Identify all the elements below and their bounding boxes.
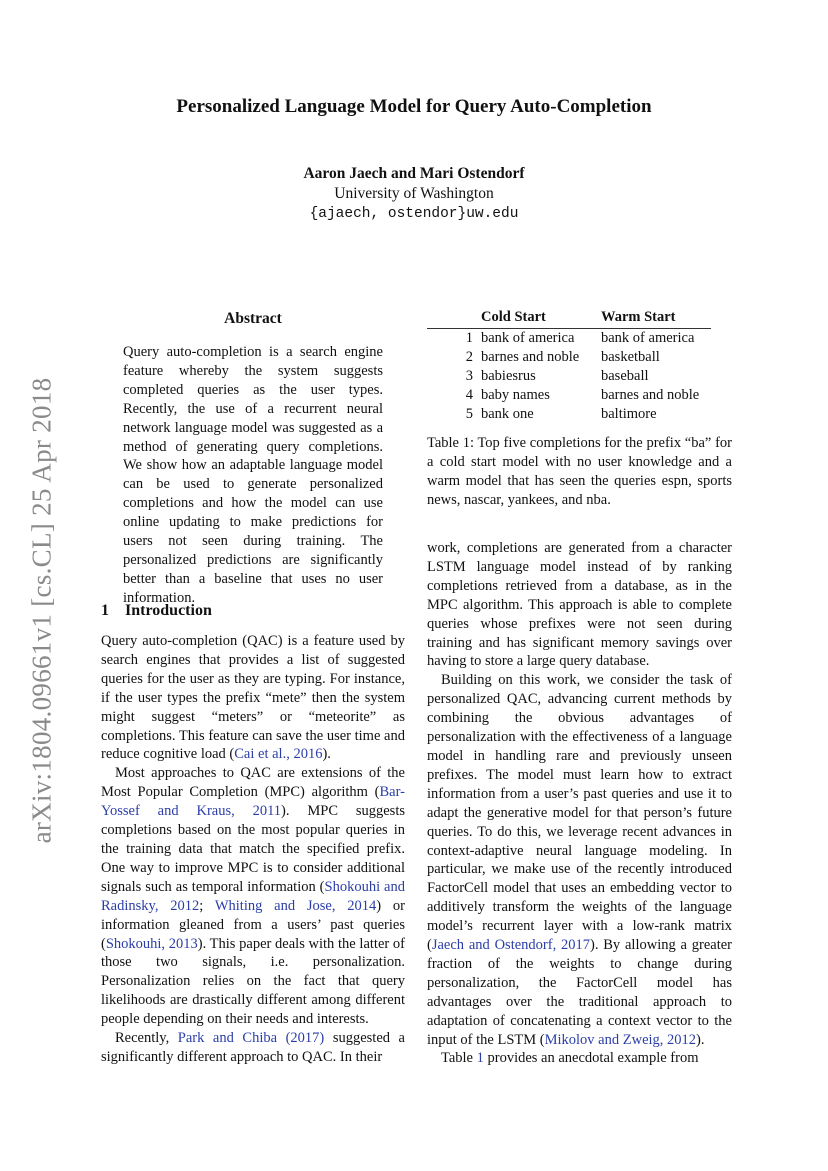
citation-link[interactable]: Park and Chiba (2017) (177, 1030, 325, 1047)
table-header-cell (427, 308, 481, 328)
arxiv-identifier-text: arXiv:1804.09661v1 [cs.CL] 25 Apr 2018 (26, 377, 57, 843)
text-run: ). By allowing a greater fraction of the weights to change during personalization, the FactorCell model has advantages over the traditional approach to adaptation of concatenating a context vector to the input of the LSTM ( (427, 937, 733, 1048)
introduction-text (101, 632, 405, 1067)
table-reference-link[interactable]: 1 (476, 1050, 484, 1067)
citation-link[interactable]: Mikolov and Zweig, 2012 (544, 1031, 697, 1048)
cold-start-cell: bank one (481, 405, 534, 422)
text-run: ) or information gleaned from a users’ past queries ( (101, 897, 405, 952)
arxiv-identifier-stamp (18, 365, 66, 855)
warm-start-cell: baseball (601, 367, 649, 384)
warm-start-cell: barnes and noble (601, 386, 700, 403)
intro-paragraph-2 (101, 764, 405, 1029)
text-run: Table (441, 1050, 477, 1067)
table-caption: Table 1: Top five completions for the prefix “ba” for a cold start model with no user knowledge and a warm model that has seen the queries espn, sports news, nascar, yankees, and nba. (427, 435, 732, 508)
table-header-cell: Warm Start (601, 308, 711, 328)
text-run: Building on this work, we consider the task of personalized QAC, advancing current methods by combining the obvious advantages of personalization with the effectiveness of a language model in handling rare and previously unseen prefixes. The model must learn how to extract information from a user’s past queries and use it to adapt the generative model for that person’s future queries. To do this, we leverage recent advances in context-adaptive neural language modeling. In particular, we make use of the recently introduced FactorCell model that uses an embedding vector to additively transform the weights of the language model’s recurrent layer with a low-rank matrix ( (427, 672, 732, 954)
text-run: ). This paper deals with the latter of those two signals, i.e. personalization. Personalization relies on the fact that query likelihoods are drastically different among different people depending on their needs and interests. (101, 935, 405, 1028)
text-run: suggested a significantly different approach to QAC. In their (101, 1030, 405, 1065)
text-run: ). (696, 1031, 705, 1048)
text-run: Most approaches to QAC are extensions of the Most Popular Completion (MPC) algorithm ( (101, 765, 405, 801)
author-email: {ajaech, ostendor}uw.edu (309, 206, 519, 222)
table-row (427, 348, 711, 367)
citation-link[interactable]: Jaech and Ostendorf, 2017 (431, 937, 590, 954)
citation-link[interactable]: Bar-Yossef and Kraus, 2011 (101, 784, 405, 820)
table-row (427, 367, 711, 386)
citation-link[interactable]: Shokouhi, 2013 (105, 935, 198, 952)
completions-table (427, 308, 711, 423)
author-block (0, 164, 828, 224)
cold-start-cell: barnes and noble (481, 348, 580, 365)
text-run: Recently, (115, 1030, 178, 1047)
author-affiliation: University of Washington (334, 185, 494, 202)
right-paragraph-1: work, completions are generated from a character LSTM language model instead of by ranking completions retrieved from a database, as in the MPC algorithm. This approach is able to complete queries whose prefixes were not seen during training and has significant memory savings over having to store a large query database. (427, 540, 732, 670)
section-heading-introduction (101, 602, 212, 620)
citation-link[interactable]: Whiting and Jose, 2014 (214, 897, 377, 914)
paper-title: Personalized Language Model for Query Auto-Completion (176, 96, 652, 117)
author-names: Aaron Jaech and Mari Ostendorf (303, 165, 525, 182)
abstract-body: Query auto-completion is a search engine feature whereby the system suggests completed queries as the user types. Recently, the use of a recurrent neural network language model was suggested as a method of generating query completions. We show how an adaptable language model can be used to generate personalized completions and how the model can use online updating to make predictions for users not seen during training. The personalized predictions are significantly better than a baseline that uses no user information. (123, 344, 383, 606)
warm-start-cell: basketball (601, 348, 660, 365)
text-run: ). (322, 746, 331, 763)
rank-cell: 5 (465, 405, 473, 422)
table-header-cell: Cold Start (481, 308, 601, 328)
abstract-heading: Abstract (224, 310, 282, 327)
table-header-row (427, 308, 711, 328)
warm-start-cell: bank of america (601, 329, 695, 346)
section-title: Introduction (125, 602, 212, 619)
citation-link[interactable]: Shokouhi and Radinsky, 2012 (101, 878, 405, 914)
warm-start-cell: baltimore (601, 405, 657, 422)
text-run: ). MPC suggests completions based on the most popular queries in the training data that match the specified prefix. One way to improve MPC is to consider additional signals such as temporal information ( (101, 803, 405, 895)
citation-link[interactable]: Cai et al., 2016 (234, 746, 323, 763)
intro-paragraph-3 (101, 1029, 405, 1067)
right-paragraph-3 (427, 1049, 732, 1068)
table-row (427, 328, 711, 347)
section-number: 1 (101, 602, 109, 619)
right-paragraph-2 (427, 671, 732, 1049)
intro-paragraph-1 (101, 632, 405, 764)
text-run: Query auto-completion (QAC) is a feature used by search engines that provides a list of suggested queries for the user as they are typing. For instance, if the user types the prefix “mete” then the system might suggest “meters” or “meteorite” as completions. This feature can save the user time and reduce cognitive load ( (101, 633, 405, 763)
text-run: ; (199, 897, 215, 914)
cold-start-cell: baby names (481, 386, 550, 403)
right-column-text (427, 539, 732, 1068)
text-run: provides an anecdotal example from (483, 1050, 699, 1067)
rank-cell: 3 (465, 367, 473, 384)
table-row (427, 386, 711, 405)
cold-start-cell: babiesrus (481, 367, 536, 384)
table-row (427, 405, 711, 424)
cold-start-cell: bank of america (481, 329, 575, 346)
rank-cell: 1 (465, 329, 473, 346)
rank-cell: 2 (465, 348, 473, 365)
rank-cell: 4 (465, 386, 473, 403)
